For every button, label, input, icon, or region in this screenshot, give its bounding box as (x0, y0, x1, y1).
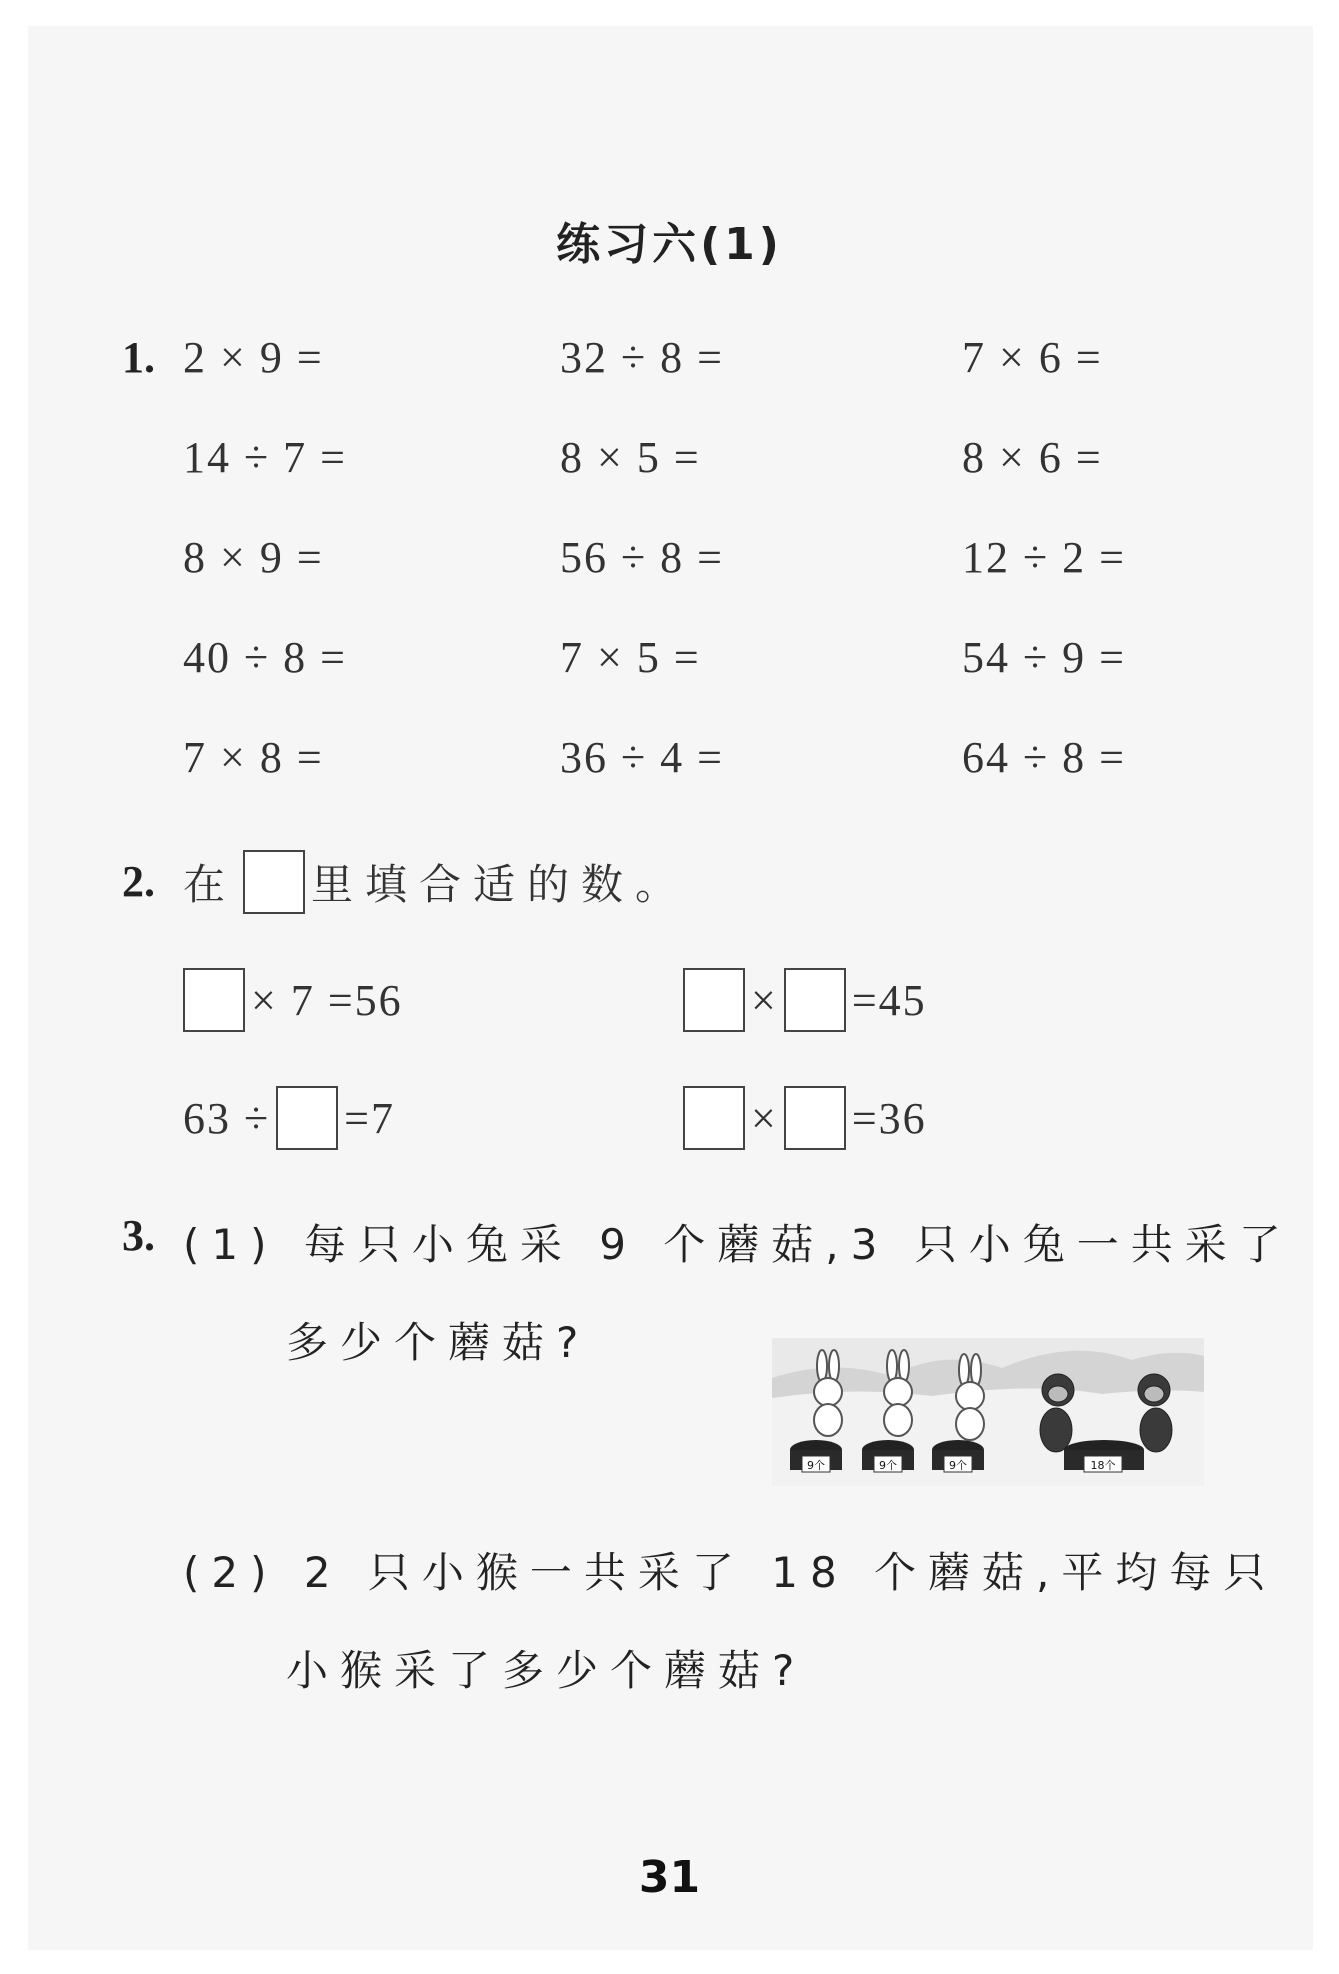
answer-box-d2[interactable] (784, 1086, 846, 1150)
basket-label-2: 9个 (879, 1459, 897, 1472)
equation-1-1: 2 × 9 = (183, 333, 324, 382)
question-3-number: 3. (122, 1211, 155, 1260)
equation-5-3: 64 ÷ 8 = (962, 733, 1126, 782)
equation-4-3: 54 ÷ 9 = (962, 633, 1126, 682)
basket-label-1: 9个 (807, 1459, 825, 1472)
equation-2-3: 8 × 6 = (962, 433, 1103, 482)
equation-3-1: 8 × 9 = (183, 533, 324, 582)
basket-label-4: 18个 (1090, 1459, 1116, 1472)
fill-item-d-result: =36 (851, 1093, 927, 1143)
question-3-part-1-line-1: (1) 每只小兔采 9 个蘑菇,3 只小兔一共采了 (183, 1220, 1293, 1269)
fill-item-b (683, 968, 927, 1032)
fill-item-a-text: × 7 =56 (251, 975, 403, 1025)
answer-box-a[interactable] (183, 968, 245, 1032)
fill-item-c (183, 1086, 395, 1150)
example-answer-box (243, 850, 305, 914)
answer-box-d1[interactable] (683, 1086, 745, 1150)
equation-3-3: 12 ÷ 2 = (962, 533, 1126, 582)
answer-box-c[interactable] (276, 1086, 338, 1150)
answer-box-b2[interactable] (784, 968, 846, 1032)
question-1-number: 1. (122, 333, 155, 382)
equation-3-2: 56 ÷ 8 = (560, 533, 724, 582)
equation-1-3: 7 × 6 = (962, 333, 1103, 382)
fill-item-a (183, 968, 403, 1032)
fill-item-c-pre: 63 ÷ (183, 1093, 271, 1143)
fill-item-d (683, 1086, 927, 1150)
question-3-part-2-line-1: (2) 2 只小猴一共采了 18 个蘑菇,平均每只 (183, 1548, 1278, 1597)
question-3-part-1-line-2: 多少个蘑菇? (286, 1318, 591, 1367)
instruction-before: 在 (183, 860, 238, 909)
basket-label-3: 9个 (949, 1459, 967, 1472)
fill-item-b-result: =45 (851, 975, 927, 1025)
fill-item-d-op: × (751, 1093, 778, 1143)
question-2-number: 2. (122, 857, 155, 906)
equation-2-1: 14 ÷ 7 = (183, 433, 347, 482)
page-title: 练习六(1) (556, 219, 783, 270)
rabbits-monkeys-illustration (772, 1338, 1204, 1486)
equation-5-2: 36 ÷ 4 = (560, 733, 724, 782)
equation-1-2: 32 ÷ 8 = (560, 333, 724, 382)
fill-item-c-post: =7 (344, 1093, 395, 1143)
question-3-part-2-line-2: 小猴采了多少个蘑菇? (286, 1646, 807, 1695)
illustration-svg (772, 1338, 1204, 1486)
equation-4-1: 40 ÷ 8 = (183, 633, 347, 682)
equation-2-2: 8 × 5 = (560, 433, 701, 482)
answer-box-b1[interactable] (683, 968, 745, 1032)
instruction-after: 里填合适的数。 (311, 860, 690, 909)
equation-5-1: 7 × 8 = (183, 733, 324, 782)
fill-item-b-op: × (751, 975, 778, 1025)
question-2-instruction (183, 850, 689, 914)
page-number: 31 (638, 1852, 701, 1903)
equation-4-2: 7 × 5 = (560, 633, 701, 682)
